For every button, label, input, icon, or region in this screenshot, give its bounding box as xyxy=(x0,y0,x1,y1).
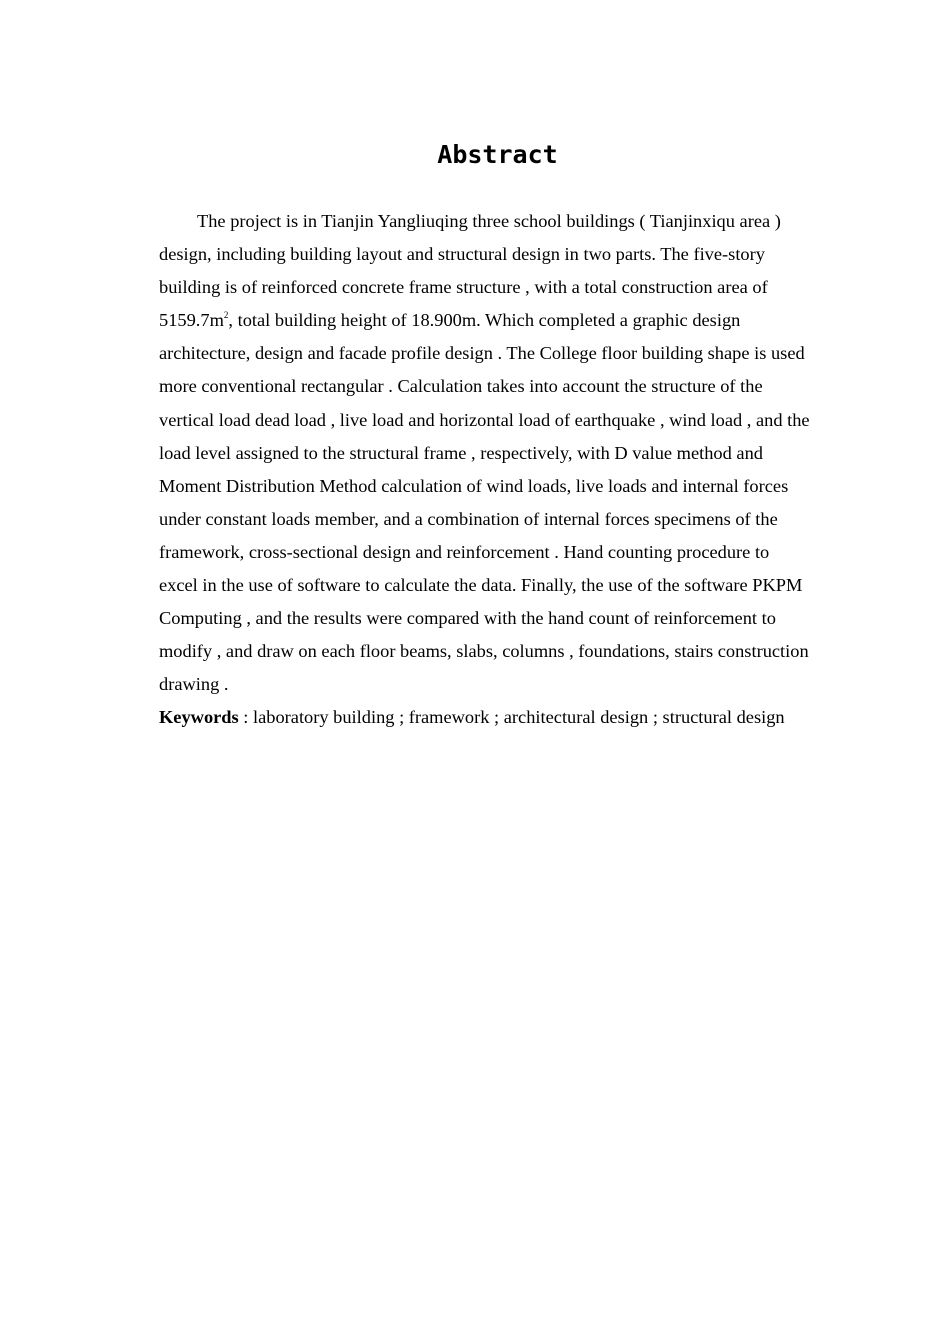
abstract-line: Computing , and the results were compared with the hand count of reinforcement to xyxy=(159,608,776,629)
abstract-line: building is of reinforced concrete frame structure , with a total construction area of xyxy=(159,277,768,298)
abstract-line: under constant loads member, and a combination of internal forces specimens of the xyxy=(159,508,778,529)
abstract-line: drawing . xyxy=(159,674,229,695)
keywords-text: : laboratory building ; framework ; architectural design ; structural design xyxy=(238,707,785,728)
abstract-line: more conventional rectangular . Calculation takes into account the structure of the xyxy=(159,376,763,397)
area-superscript: 2 xyxy=(223,310,229,321)
abstract-line: design, including building layout and structural design in two parts. The five-story xyxy=(159,244,765,265)
area-value: 5159.7m xyxy=(159,310,224,331)
abstract-line: excel in the use of software to calculate the data. Finally, the use of the software PKPM xyxy=(159,575,803,596)
abstract-title: Abstract xyxy=(437,140,558,169)
abstract-line: architecture, design and facade profile design . The College floor building shape is used xyxy=(159,343,805,364)
keywords-label: Keywords xyxy=(159,707,239,728)
abstract-line-with-area xyxy=(159,304,839,337)
abstract-line: modify , and draw on each floor beams, slabs, columns , foundations, stairs construction xyxy=(159,641,809,662)
abstract-line: vertical load dead load , live load and horizontal load of earthquake , wind load , and the xyxy=(159,409,810,430)
area-line-rest: , total building height of 18.900m. Which completed a graphic design xyxy=(228,310,741,331)
abstract-line: framework, cross-sectional design and reinforcement . Hand counting procedure to xyxy=(159,541,770,562)
abstract-line: The project is in Tianjin Yangliuqing three school buildings ( Tianjinxiqu area ) xyxy=(197,211,781,231)
abstract-line: Moment Distribution Method calculation of wind loads, live loads and internal forces xyxy=(159,475,789,496)
abstract-body xyxy=(159,205,839,735)
keywords-line xyxy=(159,701,839,734)
abstract-line: load level assigned to the structural frame , respectively, with D value method and xyxy=(159,442,763,463)
